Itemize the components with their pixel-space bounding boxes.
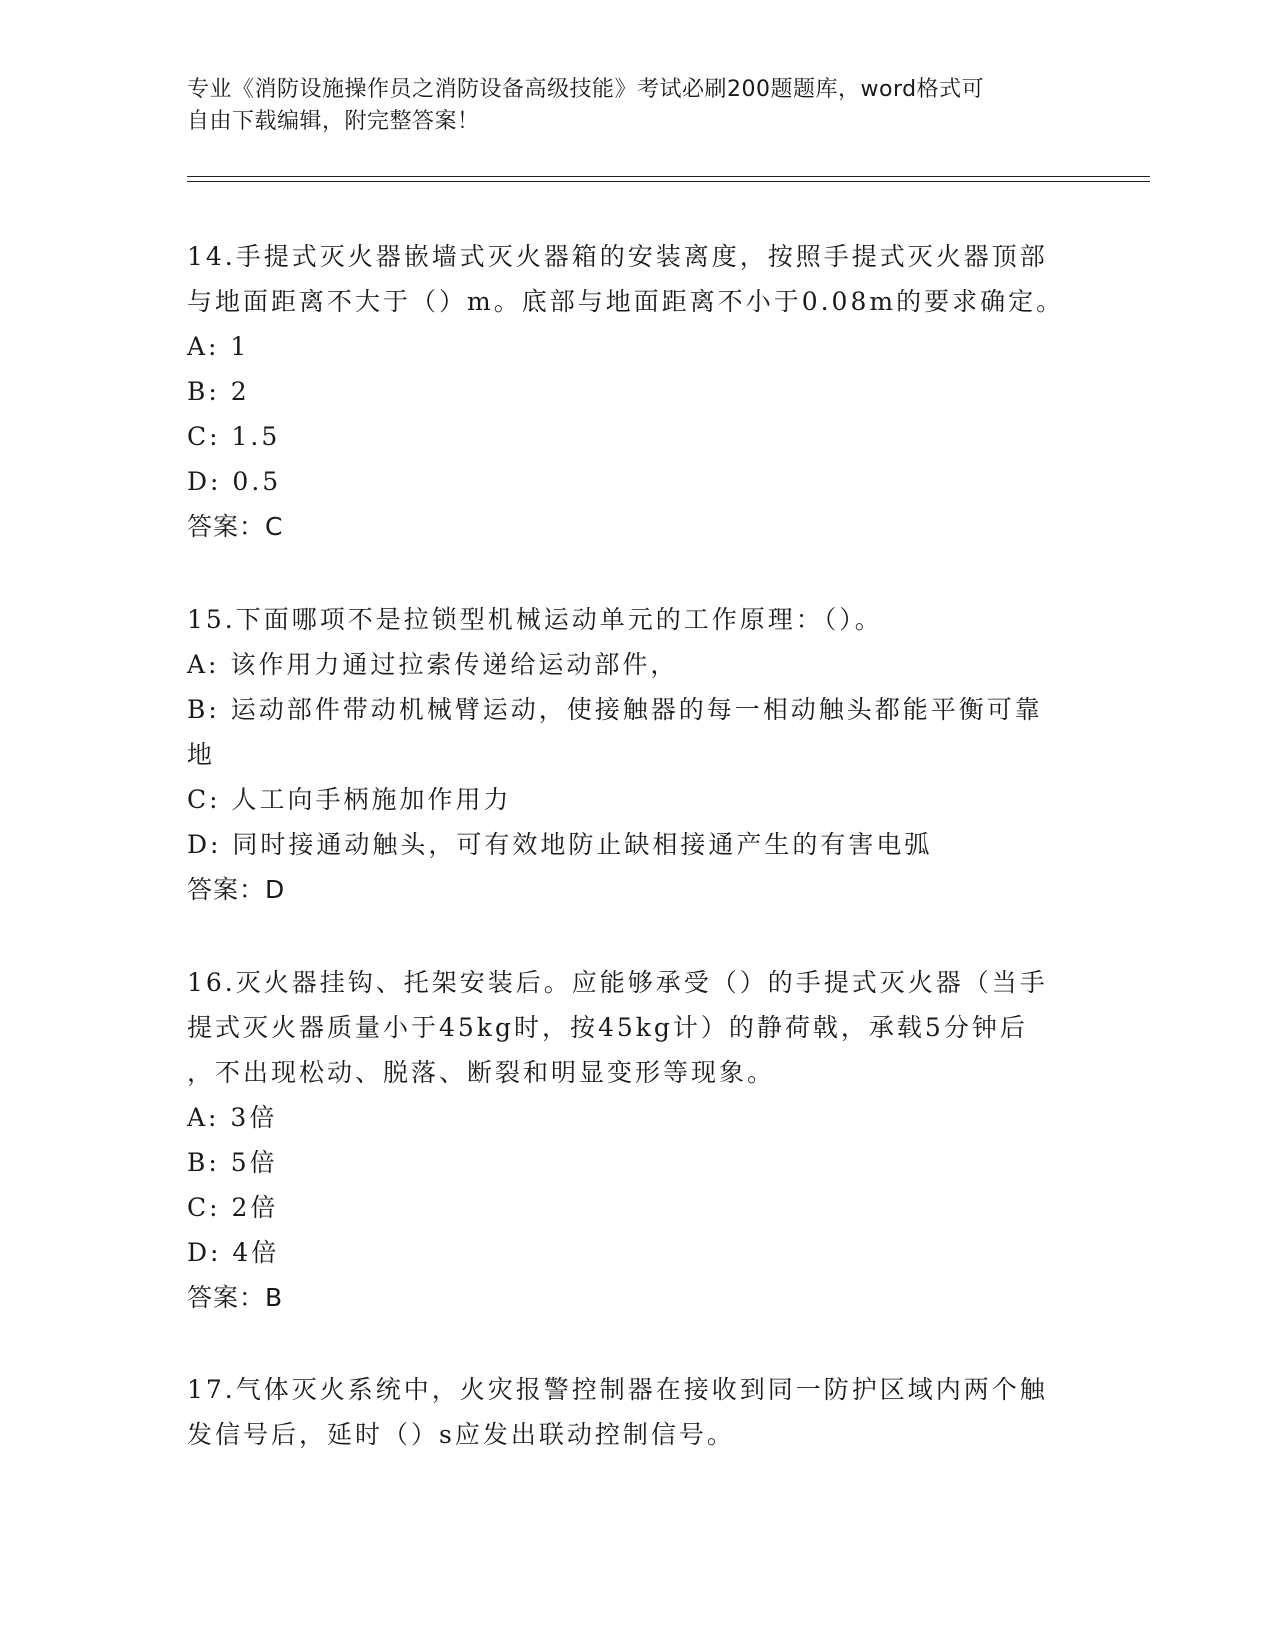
question-17 <box>187 1367 1067 1457</box>
option-c: C: 1.5 <box>187 422 281 451</box>
answer: 答案：C <box>187 512 284 541</box>
question-stem-line: 14.手提式灭火器嵌墙式灭火器箱的安装离度，按照手提式灭火器顶部 <box>187 242 1048 271</box>
question-stem-line: 16.灭火器挂钩、托架安装后。应能够承受（）的手提式灭火器（当手 <box>187 968 1048 997</box>
document-header <box>187 74 1067 138</box>
option-a: A: 3倍 <box>187 1103 278 1132</box>
answer: 答案：D <box>187 875 286 904</box>
question-15 <box>187 597 1067 912</box>
option-d: D: 4倍 <box>187 1238 280 1267</box>
option-b: B: 运动部件带动机械臂运动，使接触器的每一相动触头都能平衡可靠 <box>187 695 1043 724</box>
question-stem-line: 发信号后，延时（）s应发出联动控制信号。 <box>187 1420 735 1449</box>
header-divider-bottom <box>187 181 1150 182</box>
question-stem-line: 与地面距离不大于（）m。底部与地面距离不小于0.08m的要求确定。 <box>187 287 1065 316</box>
header-line-1: 专业《消防设施操作员之消防设备高级技能》考试必刷200题题库，word格式可 <box>187 77 985 102</box>
header-line-2: 自由下载编辑，附完整答案！ <box>187 109 480 134</box>
question-stem-line: 15.下面哪项不是拉锁型机械运动单元的工作原理：（）。 <box>187 605 883 634</box>
option-a: A: 该作用力通过拉索传递给运动部件， <box>187 650 679 679</box>
header-divider-top <box>187 176 1150 177</box>
question-16 <box>187 960 1067 1320</box>
option-b-continuation: 地 <box>187 740 216 769</box>
option-d: D: 0.5 <box>187 467 282 496</box>
option-b: B: 5倍 <box>187 1148 278 1177</box>
question-stem-line: ，不出现松动、脱落、断裂和明显变形等现象。 <box>187 1058 776 1087</box>
question-stem-line: 提式灭火器质量小于45kg时，按45kg计）的静荷戟，承载5分钟后 <box>187 1013 1028 1042</box>
answer: 答案：B <box>187 1283 284 1312</box>
option-c: C: 人工向手柄施加作用力 <box>187 785 512 814</box>
question-stem-line: 17.气体灭火系统中，火灾报警控制器在接收到同一防护区域内两个触 <box>187 1375 1048 1404</box>
option-a: A: 1 <box>187 332 250 361</box>
option-c: C: 2倍 <box>187 1193 279 1222</box>
option-b: B: 2 <box>187 377 250 406</box>
question-14 <box>187 234 1067 549</box>
option-d: D: 同时接通动触头，可有效地防止缺相接通产生的有害电弧 <box>187 830 933 859</box>
